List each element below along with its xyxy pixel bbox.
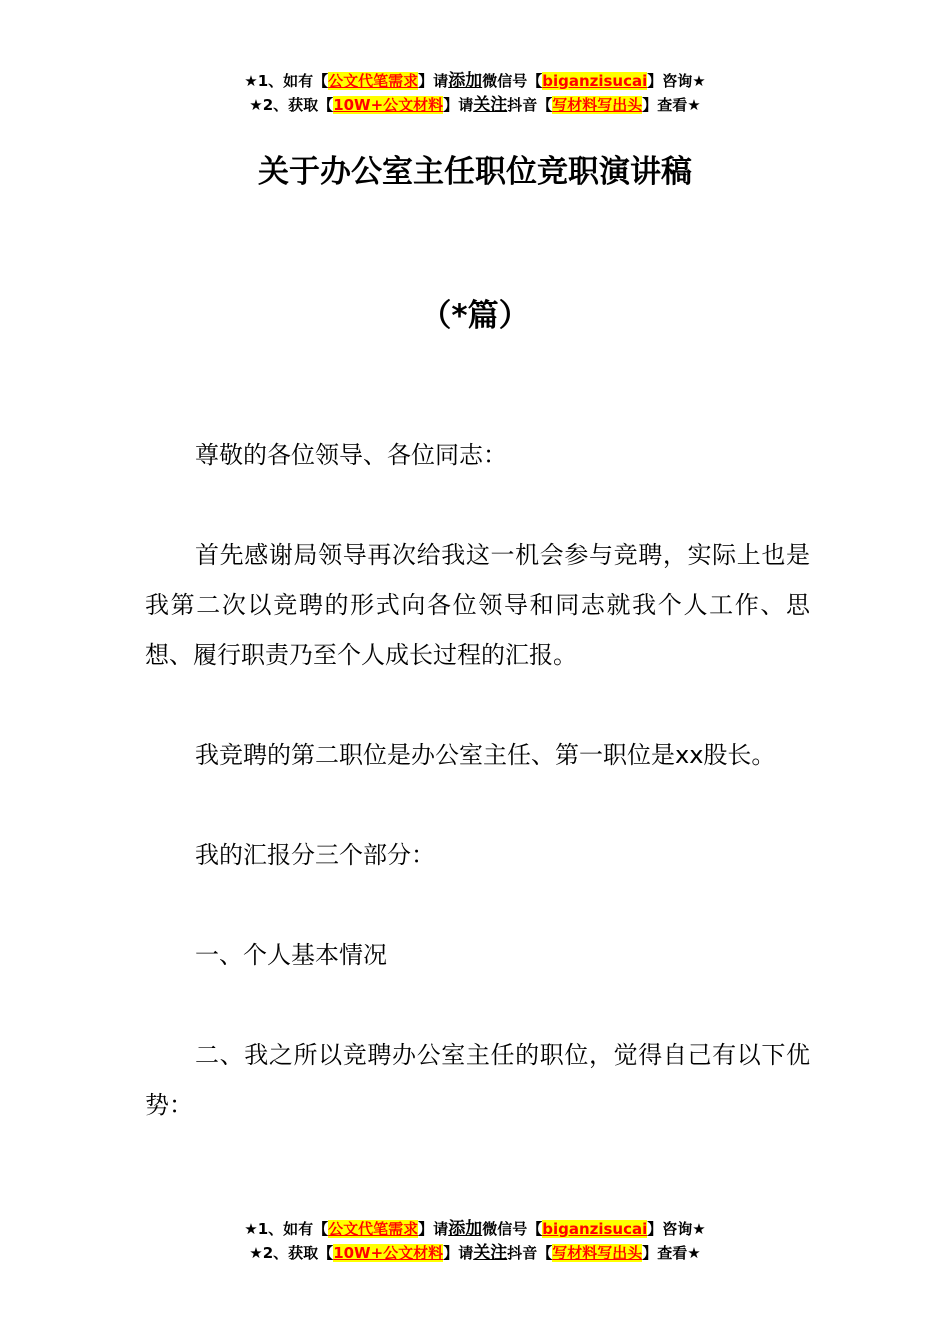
paragraph-report-outline: 我的汇报分三个部分： <box>195 841 435 869</box>
document-title: 关于办公室主任职位竞职演讲稿 <box>258 154 692 190</box>
footer-line-1-prefix: ★1、如有【 <box>244 1220 329 1238</box>
banner-line-2 <box>0 93 950 117</box>
banner-line-1-suffix: 】咨询★ <box>647 72 706 90</box>
footer-line-2-prefix: ★2、获取【 <box>249 1244 334 1262</box>
document-subtitle: （*篇） <box>420 298 530 334</box>
footer-line-1-emphasis: 添加 <box>448 1219 483 1239</box>
footer-line-2-highlight-account: 写材料写出头 <box>552 1244 643 1262</box>
banner-line-2-mid2: 抖音【 <box>507 96 553 114</box>
footer-line-1-highlight-service: 公文代笔需求 <box>328 1220 419 1238</box>
footer-line-2-mid2: 抖音【 <box>507 1244 553 1262</box>
banner-line-2-prefix: ★2、获取【 <box>249 96 334 114</box>
banner-line-1 <box>0 69 950 93</box>
header-banner <box>0 69 950 117</box>
paragraph-salutation: 尊敬的各位领导、各位同志： <box>195 441 507 469</box>
banner-line-2-emphasis: 关注 <box>473 95 508 115</box>
banner-line-1-prefix: ★1、如有【 <box>244 72 329 90</box>
paragraph-intro: 首先感谢局领导再次给我这一机会参与竞聘，实际上也是我第二次以竞聘的形式向各位领导和同志就我个人工作、思想、履行职责乃至个人成长过程的汇报。 <box>145 541 810 669</box>
section-heading-1: 一、个人基本情况 <box>195 941 387 969</box>
footer-banner <box>0 1217 950 1265</box>
banner-line-1-highlight-service: 公文代笔需求 <box>328 72 419 90</box>
footer-line-1-mid2: 微信号【 <box>482 1220 543 1238</box>
paragraph-positions: 我竞聘的第二职位是办公室主任、第一职位是xx股长。 <box>195 741 776 769</box>
footer-line-1-mid: 】请 <box>418 1220 449 1238</box>
banner-line-1-mid2: 微信号【 <box>482 72 543 90</box>
footer-banner-line-1 <box>0 1217 950 1241</box>
footer-line-1-highlight-wechat-id: biganzisucai <box>542 1220 648 1238</box>
banner-line-2-highlight-account: 写材料写出头 <box>552 96 643 114</box>
banner-line-1-mid: 】请 <box>418 72 449 90</box>
footer-line-2-mid: 】请 <box>443 1244 474 1262</box>
footer-line-2-suffix: 】查看★ <box>642 1244 701 1262</box>
banner-line-1-emphasis: 添加 <box>448 71 483 91</box>
banner-line-1-highlight-wechat-id: biganzisucai <box>542 72 648 90</box>
footer-line-2-emphasis: 关注 <box>473 1243 508 1263</box>
banner-line-2-suffix: 】查看★ <box>642 96 701 114</box>
banner-line-2-mid: 】请 <box>443 96 474 114</box>
footer-line-2-highlight-materials: 10W+公文材料 <box>333 1244 444 1262</box>
footer-line-1-suffix: 】咨询★ <box>647 1220 706 1238</box>
section-heading-2: 二、我之所以竞聘办公室主任的职位，觉得自己有以下优势： <box>145 1041 810 1119</box>
banner-line-2-highlight-materials: 10W+公文材料 <box>333 96 444 114</box>
footer-banner-line-2 <box>0 1241 950 1265</box>
